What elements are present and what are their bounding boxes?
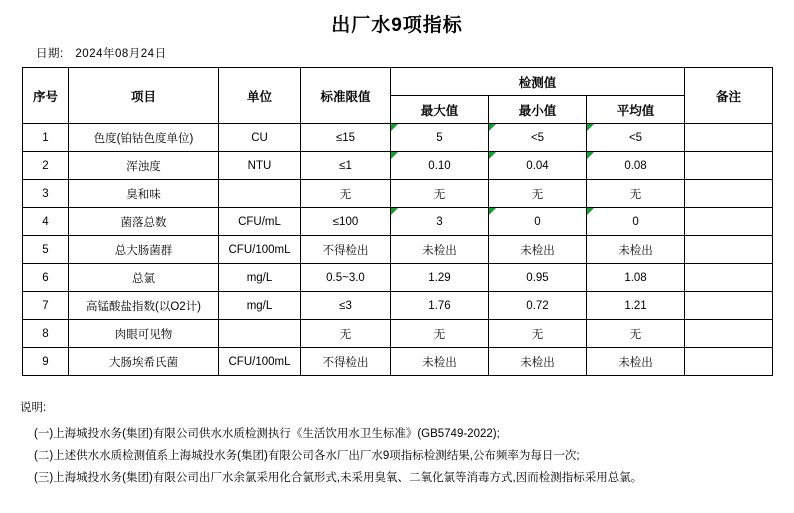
cell-item: 臭和味	[69, 180, 219, 208]
table-row	[23, 152, 773, 180]
cell-item: 浑浊度	[69, 152, 219, 180]
cell-max: 未检出	[391, 236, 489, 264]
cell-item: 总大肠菌群	[69, 236, 219, 264]
cell-min: 0.04	[489, 152, 587, 180]
cell-remark	[685, 348, 773, 376]
table-row	[23, 236, 773, 264]
header-detected: 检测值	[391, 68, 685, 96]
cell-limit: 无	[301, 320, 391, 348]
note-item: (三)上海城投水务(集团)有限公司出厂水余氯采用化合氯形式,未采用臭氧、二氧化氯等消毒方式,因而检测指标采用总氯。	[34, 471, 643, 484]
cell-limit: 不得检出	[301, 348, 391, 376]
cell-max: 1.29	[391, 264, 489, 292]
header-no: 序号	[23, 68, 69, 124]
cell-max: 3	[391, 208, 489, 236]
cell-limit: 0.5~3.0	[301, 264, 391, 292]
header-min: 最小值	[489, 96, 587, 124]
cell-avg: 0.08	[587, 152, 685, 180]
cell-avg: 无	[587, 180, 685, 208]
cell-max: 1.76	[391, 292, 489, 320]
cell-item: 总氯	[69, 264, 219, 292]
cell-max: 0.10	[391, 152, 489, 180]
cell-no: 1	[23, 124, 69, 152]
cell-no: 3	[23, 180, 69, 208]
cell-unit	[219, 320, 301, 348]
cell-unit: mg/L	[219, 292, 301, 320]
header-avg: 平均值	[587, 96, 685, 124]
cell-avg: 0	[587, 208, 685, 236]
note-item: (二)上述供水水质检测值系上海城投水务(集团)有限公司各水厂出厂水9项指标检测结果,公布频率为每日一次;	[34, 449, 580, 462]
table-row	[23, 180, 773, 208]
cell-no: 2	[23, 152, 69, 180]
header-item: 项目	[69, 68, 219, 124]
cell-limit: ≤1	[301, 152, 391, 180]
notes-title: 说明:	[20, 402, 47, 414]
cell-item: 肉眼可见物	[69, 320, 219, 348]
cell-min: 0	[489, 208, 587, 236]
table-header-row-1	[23, 68, 773, 96]
cell-avg: 未检出	[587, 236, 685, 264]
cell-max: 无	[391, 320, 489, 348]
page-title: 出厂水9项指标	[331, 15, 463, 36]
header-max: 最大值	[391, 96, 489, 124]
table-row	[23, 320, 773, 348]
header-remark: 备注	[685, 68, 773, 124]
cell-no: 5	[23, 236, 69, 264]
cell-limit: 无	[301, 180, 391, 208]
cell-max: 未检出	[391, 348, 489, 376]
cell-remark	[685, 264, 773, 292]
table-body	[23, 124, 773, 376]
cell-remark	[685, 208, 773, 236]
cell-limit: 不得检出	[301, 236, 391, 264]
cell-no: 8	[23, 320, 69, 348]
cell-unit	[219, 180, 301, 208]
water-quality-table	[22, 67, 773, 376]
cell-unit: CFU/mL	[219, 208, 301, 236]
cell-no: 7	[23, 292, 69, 320]
cell-unit: CFU/100mL	[219, 348, 301, 376]
header-limit: 标准限值	[301, 68, 391, 124]
table-row	[23, 292, 773, 320]
cell-min: <5	[489, 124, 587, 152]
cell-item: 大肠埃希氏菌	[69, 348, 219, 376]
cell-min: 0.95	[489, 264, 587, 292]
cell-avg: <5	[587, 124, 685, 152]
cell-limit: ≤3	[301, 292, 391, 320]
cell-unit: NTU	[219, 152, 301, 180]
cell-unit: CFU/100mL	[219, 236, 301, 264]
cell-remark	[685, 320, 773, 348]
date-line	[36, 45, 794, 61]
cell-unit: CU	[219, 124, 301, 152]
table-header	[23, 68, 773, 124]
cell-item: 色度(铂钴色度单位)	[69, 124, 219, 152]
date-label: 日期:	[36, 48, 64, 60]
cell-item: 菌落总数	[69, 208, 219, 236]
date-value: 2024年08月24日	[75, 48, 167, 60]
cell-min: 无	[489, 180, 587, 208]
cell-limit: ≤100	[301, 208, 391, 236]
cell-min: 无	[489, 320, 587, 348]
cell-remark	[685, 152, 773, 180]
cell-min: 未检出	[489, 348, 587, 376]
cell-remark	[685, 124, 773, 152]
cell-avg: 未检出	[587, 348, 685, 376]
cell-no: 4	[23, 208, 69, 236]
cell-no: 9	[23, 348, 69, 376]
table-row	[23, 348, 773, 376]
table-row	[23, 208, 773, 236]
cell-remark	[685, 292, 773, 320]
cell-max: 5	[391, 124, 489, 152]
table-row	[23, 124, 773, 152]
cell-min: 0.72	[489, 292, 587, 320]
cell-avg: 无	[587, 320, 685, 348]
cell-avg: 1.21	[587, 292, 685, 320]
cell-min: 未检出	[489, 236, 587, 264]
cell-unit: mg/L	[219, 264, 301, 292]
table-row	[23, 264, 773, 292]
header-unit: 单位	[219, 68, 301, 124]
cell-remark	[685, 180, 773, 208]
cell-item: 高锰酸盐指数(以O2计)	[69, 292, 219, 320]
cell-no: 6	[23, 264, 69, 292]
notes-section	[20, 398, 794, 489]
cell-max: 无	[391, 180, 489, 208]
note-item: (一)上海城投水务(集团)有限公司供水水质检测执行《生活饮用水卫生标准》(GB5749-2022);	[34, 427, 500, 440]
cell-avg: 1.08	[587, 264, 685, 292]
cell-remark	[685, 236, 773, 264]
cell-limit: ≤15	[301, 124, 391, 152]
